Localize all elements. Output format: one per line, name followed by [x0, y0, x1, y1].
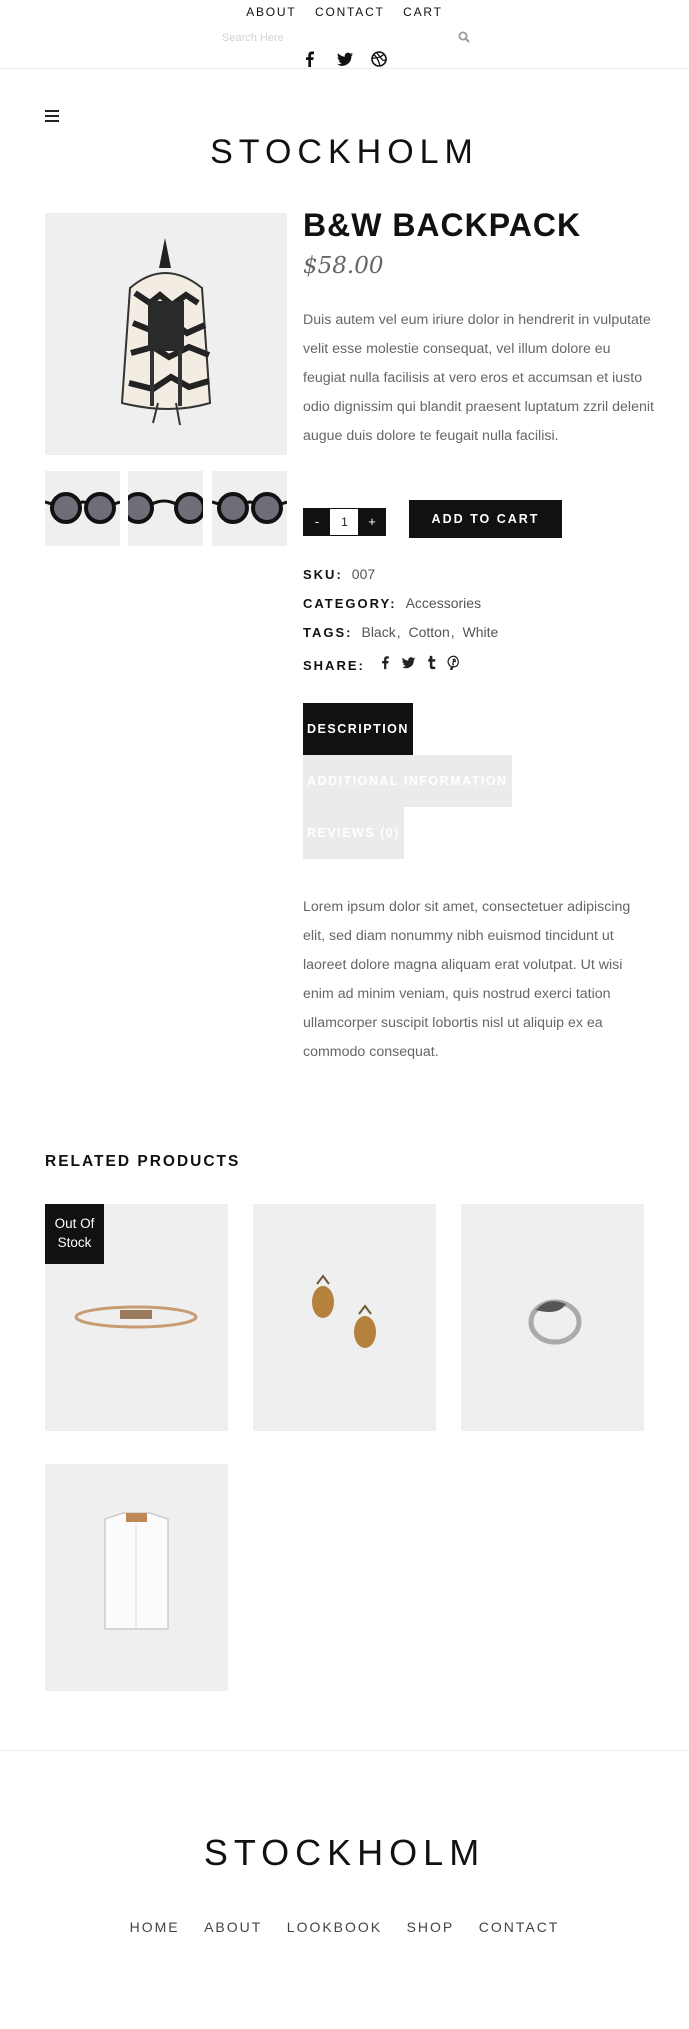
category-link[interactable]: Accessories: [405, 595, 482, 611]
menu-icon[interactable]: [45, 110, 59, 122]
quantity-input[interactable]: 1: [330, 508, 359, 536]
top-header: [0, 0, 689, 69]
tab-additional-information[interactable]: ADDITIONAL INFORMATION: [303, 755, 512, 807]
tab-description[interactable]: DESCRIPTION: [303, 703, 413, 755]
product-description: Duis autem vel eum iriure dolor in hendrerit in vulputate velit esse molestie consequat, vel illum dolore eu feugiat nulla facilisis at vero eros et accumsan et iusto odio dignissim qui blandit praesent luptatum zzril delenit augue duis dolore te feugait nulla facilisi.: [303, 312, 654, 444]
tab-reviews[interactable]: REVIEWS (0): [303, 807, 404, 859]
quantity-decrease-button[interactable]: -: [303, 508, 331, 536]
footer-nav-shop[interactable]: SHOP: [406, 1919, 455, 1935]
related-product-earrings[interactable]: [253, 1204, 436, 1431]
thumbnail-2[interactable]: [128, 471, 203, 546]
footer-nav-about[interactable]: ABOUT: [204, 1919, 263, 1935]
tags-label: TAGS:: [303, 625, 353, 640]
site-logo[interactable]: STOCKHOLM: [210, 133, 479, 171]
footer-nav: [0, 1919, 689, 1937]
thumbnail-1[interactable]: [45, 471, 120, 546]
share-row: [303, 654, 465, 673]
related-products-heading: RELATED PRODUCTS: [45, 1153, 241, 1170]
footer-nav-home[interactable]: HOME: [129, 1919, 180, 1935]
nav-about[interactable]: ABOUT: [246, 5, 297, 19]
tag-link[interactable]: White: [462, 624, 499, 640]
footer-nav-contact[interactable]: CONTACT: [478, 1919, 560, 1935]
nav-contact[interactable]: CONTACT: [314, 5, 385, 19]
thumbnail-3[interactable]: [212, 471, 287, 546]
sku-label: SKU:: [303, 567, 343, 582]
category-label: CATEGORY:: [303, 596, 397, 611]
footer-logo[interactable]: STOCKHOLM: [203, 1832, 486, 1873]
tags-row: TAGS: Black, Cotton, White: [303, 624, 499, 640]
sku-value: 007: [351, 566, 376, 582]
search-input[interactable]: [222, 29, 452, 47]
top-nav: [0, 3, 689, 21]
quantity-stepper: [303, 508, 386, 536]
nav-cart[interactable]: CART: [403, 5, 443, 19]
search-icon[interactable]: [458, 30, 472, 44]
twitter-icon[interactable]: [336, 50, 354, 68]
product-main-image[interactable]: [45, 213, 287, 455]
facebook-icon[interactable]: [378, 655, 393, 670]
share-label: SHARE:: [303, 658, 365, 673]
social-links: [0, 50, 689, 68]
product-title: B&W BACKPACK: [303, 207, 582, 243]
tag-link[interactable]: Cotton: [408, 624, 450, 640]
twitter-icon[interactable]: [401, 655, 416, 670]
search-bar: [222, 28, 482, 46]
related-product-belt[interactable]: [45, 1204, 228, 1431]
add-to-cart-button[interactable]: ADD TO CART: [409, 500, 562, 538]
related-product-ring[interactable]: [461, 1204, 644, 1431]
dribbble-icon[interactable]: [370, 50, 388, 68]
tab-content: Lorem ipsum dolor sit amet, consectetuer adipiscing elit, sed diam nonummy nibh euismod tincidunt ut laoreet dolore magna aliquam erat volutpat. Ut wisi enim ad minim veniam, quis nostrud exerci tation ullamcorper suscipit lobortis nisl ut aliquip ex ea commodo consequat.: [303, 899, 631, 1060]
out-of-stock-badge: Out Of Stock: [45, 1204, 104, 1264]
tumblr-icon[interactable]: [424, 655, 439, 670]
tag-link[interactable]: Black: [361, 624, 396, 640]
related-product-shirt[interactable]: [45, 1464, 228, 1691]
footer-nav-lookbook[interactable]: LOOKBOOK: [286, 1919, 383, 1935]
facebook-icon[interactable]: [301, 50, 319, 68]
footer-divider: [0, 1750, 689, 1751]
product-price: $58.00: [303, 253, 384, 279]
sku-row: [303, 566, 375, 582]
pinterest-icon[interactable]: [446, 655, 461, 670]
quantity-increase-button[interactable]: +: [358, 508, 386, 536]
category-row: [303, 595, 481, 611]
